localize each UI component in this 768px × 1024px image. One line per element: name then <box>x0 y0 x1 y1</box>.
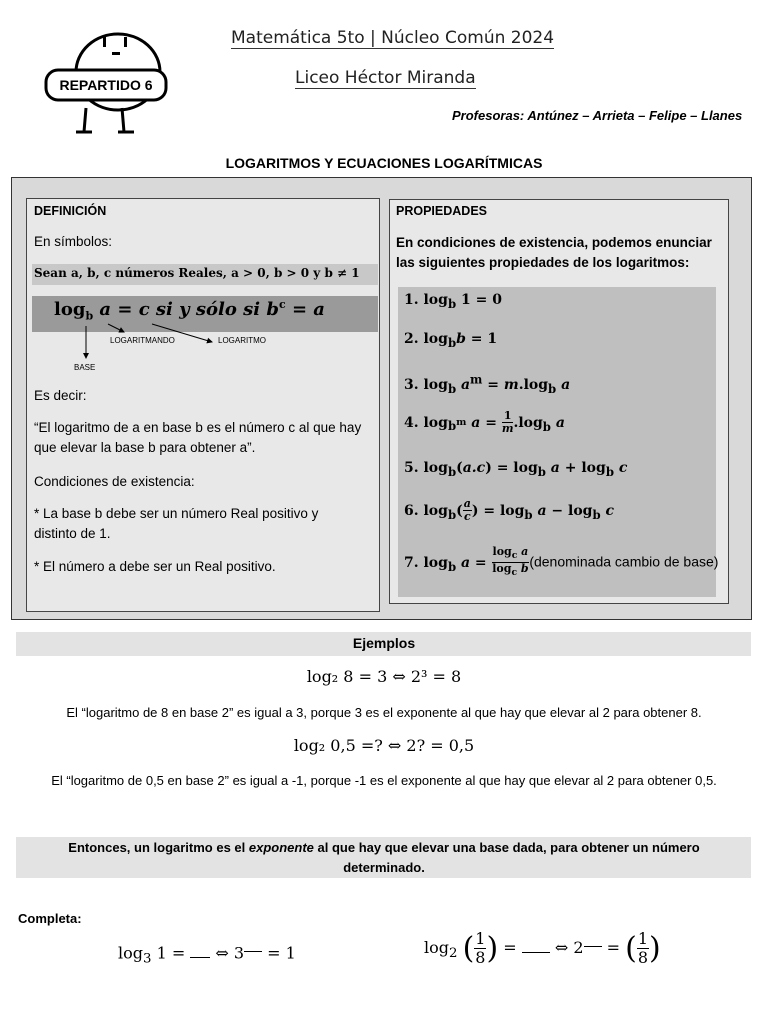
property-1: 1. $\log_b 1 = 0$ <box>404 292 502 311</box>
badge-label: REPARTIDO 6 <box>59 77 153 93</box>
properties-heading: PROPIEDADES <box>396 204 487 218</box>
properties-intro: En condiciones de existencia, podemos enunciar las siguientes propiedades de los logaritmos: <box>396 235 712 270</box>
summary-text: Entonces, un logaritmo es el exponente al que hay que elevar una base dada, para obtener un número determinado. <box>68 840 700 875</box>
property-3: 3. $\log_b a^m = m.\log_b$ a <box>404 372 571 396</box>
answer-blank-4[interactable] <box>584 946 602 947</box>
change-of-base-note: (denominada cambio de base) <box>529 553 719 570</box>
examples-heading: Ejemplos <box>352 635 416 651</box>
property-5: 5. $\log_b(a.c) = \log_b a + \log_b c$ <box>404 460 628 479</box>
symbols-label: En símbolos: <box>34 234 113 249</box>
repartido-badge <box>40 28 170 140</box>
course-title: Matemática 5to | Núcleo Común 2024 <box>231 28 555 48</box>
school-name: Liceo Héctor Miranda <box>295 68 476 88</box>
conditions-line: Sean a, b, c números Reales, a > 0, b > 0 y b ≠ 1 <box>34 266 360 280</box>
teachers-line: Profesoras: Antúnez – Arrieta – Felipe – Llanes <box>452 108 743 123</box>
answer-blank-1[interactable] <box>190 957 210 958</box>
property-6: 6. $\log_b$( $\frac{a}{c}$ ) = $\log_b a - \log_b c$ <box>404 497 615 523</box>
property-7: 7. $\log_b a$ = $\frac{\log_c a}{\log_c b}$ (denominada cambio de base) <box>404 545 719 579</box>
exercise-label: Completa: <box>18 911 82 926</box>
example-1-equation: log₂ 8 = 3 ⇔ 2³ = 8 <box>306 667 462 686</box>
definition-heading: DEFINICIÓN <box>34 204 107 218</box>
conditions-heading: Condiciones de existencia: <box>34 474 195 489</box>
answer-blank-2[interactable] <box>244 951 262 952</box>
label-base: BASE <box>74 363 96 372</box>
example-2-equation: log₂ 0,5 =? ⇔ 2? = 0,5 <box>293 736 475 755</box>
exercise-2: $\log_2$ ( $\frac{1}{8}$ ) = ⇔ 2 = ( $\frac{1}{8}$ ) <box>424 929 661 967</box>
page-title: LOGARITMOS Y ECUACIONES LOGARÍTMICAS <box>225 155 543 171</box>
exercise-1: $\log_3 1$ = ⇔ 3 = 1 <box>118 943 296 967</box>
answer-blank-3[interactable] <box>522 952 550 953</box>
condition-argument: * El número a debe ser un Real positivo. <box>34 559 276 574</box>
definition-explanation: “El logaritmo de a en base b es el número c al que hay que elevar la base b para obtener a”. <box>34 420 362 455</box>
label-logaritmando: LOGARITMANDO <box>110 336 175 345</box>
es-decir: Es decir: <box>34 388 87 403</box>
example-2-text: El “logaritmo de 0,5 en base 2” es igual a -1, porque -1 es el exponente al que hay que elevar al 2 para obtener 0,5. <box>51 773 717 788</box>
condition-base: * La base b debe ser un número Real positivo y distinto de 1. <box>34 506 319 541</box>
main-formula: $\log_b a = c$ si y sólo si $b^c = a$ <box>54 298 325 323</box>
property-4: 4. $\log_{b^m} a$ = $\frac{1}{m}$ $.\log_b$ a <box>404 409 565 435</box>
label-logaritmo: LOGARITMO <box>218 336 267 345</box>
example-1-text: El “logaritmo de 8 en base 2” es igual a 3, porque 3 es el exponente al que hay que elevar al 2 para obtener 8. <box>66 705 702 720</box>
property-2: 2. $\log_bb = 1$ <box>404 331 498 350</box>
